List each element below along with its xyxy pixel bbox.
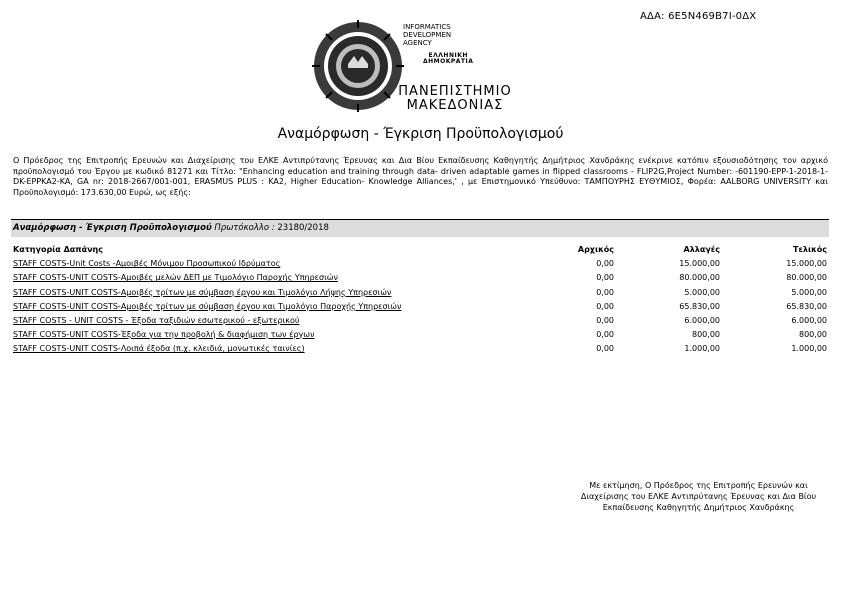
cell-category[interactable]: STAFF COSTS-UNIT COSTS-Έξοδα για την προβολή & διαφήμιση των έργων [13,330,315,340]
protocol-label: Πρωτόκολλο : [214,223,275,233]
cell-category[interactable]: STAFF COSTS-UNIT COSTS-Λοιπά έξοδα (π.χ. κλειδιά, μονωτικές ταινίες) [13,344,305,354]
cell-original: 0,00 [596,259,614,269]
cell-original: 0,00 [596,301,614,311]
table-row [13,314,827,328]
intro-paragraph: Ο Πρόεδρος της Επιτροπής Ερευνών και Διαχείρισης του ΕΛΚΕ Αντιπρύτανης Έρευνας και Δια Βίου Εκπαίδευσης Καθηγητής Δημήτριος Χανδράκης ενέκρινε κατόπιν εξουσιοδότησης τον αρχικό προϋπολογισμό του Έργου με κωδικό 81271 και Τίτλο: "Enhancing education and training through data- driven adaptable games in flipped classrooms - FLIP2G,Project Number: -601190-EPP-1-2018-1-DK-EPPKA2-KA, GA nr: 2018-2667/001-001, ERASMUS PLUS : KA2, Higher Education- Knowledge Alliances,' , με Επιστημονικό Υπεύθυνο: ΤΑΜΠΟΥΡΗΣ ΕΥΘΥΜΙΟΣ, Φορέα: AALBORG UNIVERSITY και Προϋπολογισμό: 173.630,00 Ευρώ, ως εξής: [13,156,828,197]
cell-original: 0,00 [596,287,614,297]
table-row [13,271,827,285]
signature-block: Με εκτίμηση, Ο Πρόεδρος της Επιτροπής Ερευνών και Διαχείρισης του ΕΛΚΕ Αντιπρύτανης Έρευνας και Δια Βίου Εκπαίδευσης Καθηγητής Δημήτριος Χανδράκης [580,481,817,512]
idc-line: AGENCY [403,39,432,47]
university-logo [312,20,532,118]
country-line: ΔΗΜΟΚΡΑΤΙΑ [423,58,474,65]
table-row [13,257,827,271]
cell-changes: 800,00 [692,330,720,340]
idc-line: INFORMATICS [403,23,451,31]
section-header [11,219,829,237]
protocol-value: 23180/2018 [277,223,329,233]
cell-category[interactable]: STAFF COSTS-UNIT COSTS-Αμοιβές μελών ΔΕΠ με Τιμολόγιο Παροχής Υπηρεσιών [13,273,338,283]
cell-changes: 1.000,00 [684,344,720,354]
table-row [13,286,827,300]
cell-final: 15.000,00 [786,259,827,269]
cell-category[interactable]: STAFF COSTS-UNIT COSTS-Αμοιβές τρίτων με σύμβαση έργου και Τιμολόγιο Λήψης Υπηρεσιών [13,287,392,297]
section-label: Αναμόρφωση - Έγκριση Προϋπολογισμού [13,223,212,233]
university-name [385,85,525,113]
budget-table [13,243,827,357]
cell-changes: 65.830,00 [679,301,720,311]
header-final: Τελικός [792,245,827,254]
cell-changes: 80.000,00 [679,273,720,283]
cell-original: 0,00 [596,273,614,283]
document-title: Αναμόρφωση - Έγκριση Προϋπολογισμού [277,126,564,142]
header-changes: Αλλαγές [683,245,720,254]
cell-final: 65.830,00 [786,301,827,311]
idc-line: DEVELOPMEN [403,31,452,39]
table-row [13,300,827,314]
cell-changes: 5.000,00 [684,287,720,297]
cell-final: 6.000,00 [791,315,827,325]
header-category: Κατηγορία Δαπάνης [13,245,103,254]
university-name-line: ΠΑΝΕΠΙΣΤΗΜΙΟ [398,84,512,99]
cell-changes: 15.000,00 [679,259,720,269]
ada-code: ΑΔΑ: 6Ε5Ν469Β7Ι-0ΔΧ [640,11,757,22]
table-row [13,342,827,356]
table-header-row [13,243,827,257]
cell-final: 80.000,00 [786,273,827,283]
cell-category[interactable]: STAFF COSTS-Unit Costs -Αμοιβές Μόνιμου Προσωπικού Ιδρύματος [13,259,281,269]
cell-final: 800,00 [799,330,827,340]
country-line: ΕΛΛΗΝΙΚΗ [428,52,468,59]
cell-category[interactable]: STAFF COSTS - UNIT COSTS - Έξοδα ταξιδιών εσωτερικού - εξωτερικού [13,315,300,325]
university-name-line: ΜΑΚΕΔΟΝΙΑΣ [406,98,504,113]
table-row [13,328,827,342]
hellenic-republic-mark [423,53,473,65]
cell-original: 0,00 [596,315,614,325]
cell-changes: 6.000,00 [684,315,720,325]
cell-category[interactable]: STAFF COSTS-UNIT COSTS-Αμοιβές τρίτων με σύμβαση έργου και Τιμολόγιο Παροχής Υπηρεσιών [13,301,402,311]
header-original: Αρχικός [577,245,614,254]
cell-final: 5.000,00 [791,287,827,297]
cell-original: 0,00 [596,344,614,354]
cell-original: 0,00 [596,330,614,340]
cell-final: 1.000,00 [791,344,827,354]
